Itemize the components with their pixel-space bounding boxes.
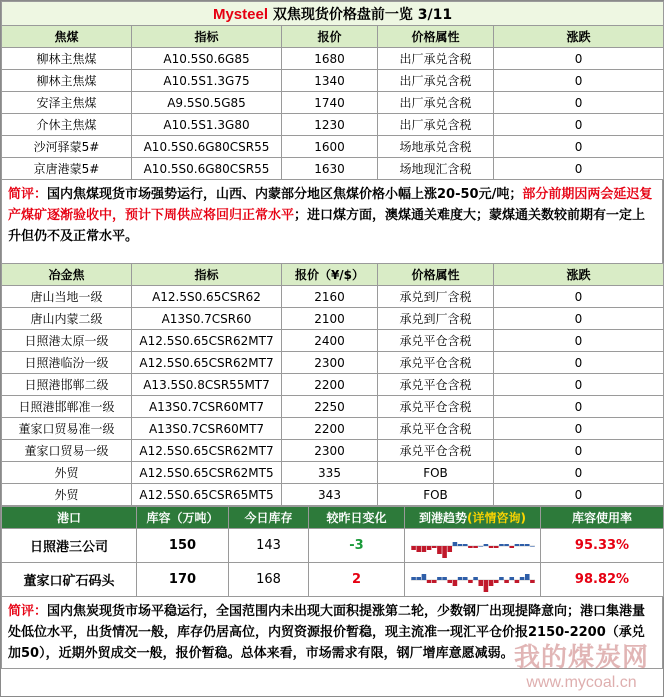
met-cell-price-terms: 承兑到厂含税 bbox=[378, 308, 494, 330]
arrival-trend-sparkline bbox=[411, 533, 535, 559]
met-cell-price-terms: 承兑到厂含税 bbox=[378, 286, 494, 308]
coke-row bbox=[2, 70, 664, 92]
met-cell-product: 日照港邯郸准一级 bbox=[2, 396, 132, 418]
port-usage-rate: 98.82% bbox=[541, 563, 664, 597]
coke-cell-product: 京唐港蒙5# bbox=[2, 158, 132, 180]
sparkline-bar bbox=[499, 577, 504, 580]
port-name: 董家口矿石码头 bbox=[2, 563, 137, 597]
met-cell-spec: A13S0.7CSR60 bbox=[132, 308, 282, 330]
coke-cell-price: 1340 bbox=[282, 70, 378, 92]
sparkline-bar bbox=[524, 574, 529, 580]
watermark-url: www.mycoal.cn bbox=[526, 674, 637, 691]
met-cell-price: 2300 bbox=[282, 352, 378, 374]
met-cell-change: 0 bbox=[494, 462, 664, 484]
sparkline-bar bbox=[504, 544, 509, 546]
sparkline-bar bbox=[493, 580, 498, 583]
met-cell-product: 唐山当地一级 bbox=[2, 286, 132, 308]
met-cell-price: 335 bbox=[282, 462, 378, 484]
met-cell-price-terms: 承兑平仓含税 bbox=[378, 374, 494, 396]
port-capacity: 170 bbox=[137, 563, 229, 597]
met-cell-spec: A12.5S0.65CSR62MT5 bbox=[132, 462, 282, 484]
coke-row bbox=[2, 158, 664, 180]
sparkline-bar bbox=[447, 580, 452, 583]
met-cell-spec: A12.5S0.65CSR62MT7 bbox=[132, 330, 282, 352]
coke-header-3: 价格属性 bbox=[378, 26, 494, 48]
coking-coal-table bbox=[1, 1, 664, 180]
met-cell-change: 0 bbox=[494, 286, 664, 308]
met-row bbox=[2, 374, 664, 396]
met-cell-change: 0 bbox=[494, 308, 664, 330]
sparkline-bar bbox=[457, 544, 462, 546]
sparkline-bar bbox=[483, 580, 488, 592]
coke-cell-change: 0 bbox=[494, 70, 664, 92]
met-coke-table bbox=[1, 263, 664, 506]
coke-cell-price: 1680 bbox=[282, 48, 378, 70]
coke-cell-price: 1630 bbox=[282, 158, 378, 180]
watermark-text: 我的煤炭网 bbox=[513, 643, 649, 673]
coke-cell-price: 1600 bbox=[282, 136, 378, 158]
coke-cell-spec: A9.5S0.5G85 bbox=[132, 92, 282, 114]
met-cell-spec: A12.5S0.65CSR65MT5 bbox=[132, 484, 282, 506]
coke-header-1: 指标 bbox=[132, 26, 282, 48]
comment-key: 简评： bbox=[8, 604, 48, 619]
port-header-capacity: 库容（万吨） bbox=[137, 507, 229, 529]
port-row bbox=[2, 563, 664, 597]
sparkline-bar bbox=[468, 546, 473, 548]
comment-part-2-highlight: 部分前期因两会延迟复产煤矿逐渐验收中，预计下周供应将回归正常水平 bbox=[8, 187, 653, 223]
sparkline-bar bbox=[524, 544, 529, 546]
port-header-stock: 今日库存 bbox=[229, 507, 309, 529]
sparkline-bar bbox=[457, 577, 462, 580]
met-cell-price: 2160 bbox=[282, 286, 378, 308]
met-cell-change: 0 bbox=[494, 396, 664, 418]
coke-cell-product: 沙河驿蒙5# bbox=[2, 136, 132, 158]
met-cell-change: 0 bbox=[494, 418, 664, 440]
coking-coal-header-row bbox=[2, 26, 664, 48]
sparkline-bar bbox=[426, 546, 431, 550]
coke-cell-change: 0 bbox=[494, 114, 664, 136]
met-cell-spec: A12.5S0.65CSR62MT7 bbox=[132, 440, 282, 462]
port-header-trend bbox=[405, 507, 541, 529]
met-cell-product: 董家口贸易一级 bbox=[2, 440, 132, 462]
sparkline-bar bbox=[478, 546, 483, 547]
port-change: -3 bbox=[309, 529, 405, 563]
sparkline-bar bbox=[488, 546, 493, 548]
met-cell-price-terms: 承兑平仓含税 bbox=[378, 352, 494, 374]
coke-cell-price: 1230 bbox=[282, 114, 378, 136]
met-cell-price-terms: 承兑平仓含税 bbox=[378, 418, 494, 440]
sparkline-bar bbox=[437, 546, 442, 554]
brand-logo-text: Mysteel bbox=[212, 5, 268, 23]
met-cell-price-terms: 承兑平仓含税 bbox=[378, 330, 494, 352]
met-cell-price-terms: 承兑平仓含税 bbox=[378, 440, 494, 462]
met-row bbox=[2, 462, 664, 484]
sparkline-bar bbox=[530, 546, 535, 547]
trend-label: 到港趋势 bbox=[419, 511, 468, 525]
port-header-row bbox=[2, 507, 664, 529]
port-trend-cell bbox=[405, 529, 541, 563]
sparkline-bar bbox=[473, 546, 478, 548]
port-trend-cell bbox=[405, 563, 541, 597]
sheet-title bbox=[2, 2, 664, 26]
sparkline-bar bbox=[493, 546, 498, 548]
met-header-3: 价格属性 bbox=[378, 264, 494, 286]
coke-row bbox=[2, 92, 664, 114]
coke-cell-spec: A10.5S0.6G80CSR55 bbox=[132, 136, 282, 158]
coke-cell-spec: A10.5S0.6G85 bbox=[132, 48, 282, 70]
sparkline-bar bbox=[437, 577, 442, 580]
sparkline-bar bbox=[411, 546, 416, 550]
comment-text: 国内焦炭现货市场平稳运行，全国范围内未出现大面积提涨第二轮，少数钢厂出现提降意向；港口集港量处低位水平，出货情况一般，库存仍居高位，内贸资源报价暂稳，现主流准一现汇平仓价报2150-2200（承兑加50），近期外贸成交一般，报价暂稳。总体来看，市场需求有限，钢厂增库意愿减弱。 bbox=[8, 604, 646, 661]
met-cell-change: 0 bbox=[494, 352, 664, 374]
met-cell-product: 日照港邯郸二级 bbox=[2, 374, 132, 396]
sparkline-bar bbox=[478, 580, 483, 586]
met-cell-product: 外贸 bbox=[2, 462, 132, 484]
sparkline-bar bbox=[421, 546, 426, 552]
port-header-change: 较昨日变化 bbox=[309, 507, 405, 529]
met-cell-change: 0 bbox=[494, 330, 664, 352]
sparkline-bar bbox=[530, 580, 535, 583]
coke-cell-change: 0 bbox=[494, 92, 664, 114]
met-cell-product: 日照港太原一级 bbox=[2, 330, 132, 352]
coke-header-0: 焦煤 bbox=[2, 26, 132, 48]
coke-row bbox=[2, 48, 664, 70]
sparkline-bar bbox=[462, 544, 467, 546]
port-stock: 168 bbox=[229, 563, 309, 597]
arrival-trend-sparkline bbox=[411, 567, 535, 593]
met-row bbox=[2, 484, 664, 506]
coke-cell-price: 1740 bbox=[282, 92, 378, 114]
port-change: 2 bbox=[309, 563, 405, 597]
sparkline-bar bbox=[509, 577, 514, 580]
coke-cell-price-terms: 出厂承兑含税 bbox=[378, 48, 494, 70]
sparkline-bar bbox=[452, 542, 457, 546]
coke-cell-price-terms: 出厂承兑含税 bbox=[378, 114, 494, 136]
met-row bbox=[2, 308, 664, 330]
met-header-0: 冶金焦 bbox=[2, 264, 132, 286]
port-capacity: 150 bbox=[137, 529, 229, 563]
comment-key: 简评： bbox=[8, 187, 48, 202]
met-header-4: 涨跌 bbox=[494, 264, 664, 286]
met-cell-change: 0 bbox=[494, 440, 664, 462]
met-row bbox=[2, 352, 664, 374]
met-cell-price: 2400 bbox=[282, 330, 378, 352]
met-cell-price: 2100 bbox=[282, 308, 378, 330]
met-cell-price-terms: FOB bbox=[378, 462, 494, 484]
met-cell-spec: A12.5S0.65CSR62 bbox=[132, 286, 282, 308]
port-usage-rate: 95.33% bbox=[541, 529, 664, 563]
sparkline-bar bbox=[442, 546, 447, 558]
sparkline-bar bbox=[431, 580, 436, 583]
coke-cell-product: 安泽主焦煤 bbox=[2, 92, 132, 114]
met-cell-product: 日照港临汾一级 bbox=[2, 352, 132, 374]
met-cell-price: 2250 bbox=[282, 396, 378, 418]
sparkline-bar bbox=[504, 580, 509, 583]
port-header-rate: 库容使用率 bbox=[541, 507, 664, 529]
coke-cell-price-terms: 场地现汇含税 bbox=[378, 158, 494, 180]
met-row bbox=[2, 330, 664, 352]
port-stock: 143 bbox=[229, 529, 309, 563]
section-spacer bbox=[1, 251, 663, 263]
met-cell-price: 343 bbox=[282, 484, 378, 506]
met-cell-price: 2200 bbox=[282, 418, 378, 440]
met-row bbox=[2, 286, 664, 308]
sparkline-bar bbox=[411, 577, 416, 580]
met-header-2: 报价（¥/$） bbox=[282, 264, 378, 286]
sparkline-bar bbox=[468, 580, 473, 583]
met-row bbox=[2, 396, 664, 418]
sparkline-bar bbox=[473, 577, 478, 580]
met-cell-change: 0 bbox=[494, 484, 664, 506]
met-cell-product: 外贸 bbox=[2, 484, 132, 506]
coke-cell-change: 0 bbox=[494, 158, 664, 180]
met-cell-spec: A13.5S0.8CSR55MT7 bbox=[132, 374, 282, 396]
met-cell-price: 2300 bbox=[282, 440, 378, 462]
sparkline-bar bbox=[421, 574, 426, 580]
sparkline-bar bbox=[509, 546, 514, 548]
comment-part-3: ；进口煤方面，澳煤通关难度大；蒙煤通关数较前期有一定上升但仍不及正常水平。 bbox=[8, 208, 646, 244]
met-cell-price: 2200 bbox=[282, 374, 378, 396]
met-coke-header-row bbox=[2, 264, 664, 286]
sparkline-bar bbox=[431, 546, 436, 548]
coke-cell-spec: A10.5S1.3G80 bbox=[132, 114, 282, 136]
coking-coal-comment bbox=[1, 180, 663, 251]
coke-cell-product: 柳林主焦煤 bbox=[2, 48, 132, 70]
met-cell-change: 0 bbox=[494, 374, 664, 396]
coke-cell-price-terms: 场地承兑含税 bbox=[378, 136, 494, 158]
sparkline-bar bbox=[447, 546, 452, 552]
inquiry-link[interactable]: (详情咨询) bbox=[467, 511, 526, 525]
met-cell-spec: A12.5S0.65CSR62MT7 bbox=[132, 352, 282, 374]
coke-row bbox=[2, 114, 664, 136]
met-cell-product: 董家口贸易准一级 bbox=[2, 418, 132, 440]
port-name: 日照港三公司 bbox=[2, 529, 137, 563]
port-row bbox=[2, 529, 664, 563]
coke-cell-product: 柳林主焦煤 bbox=[2, 70, 132, 92]
coke-cell-change: 0 bbox=[494, 136, 664, 158]
met-row bbox=[2, 418, 664, 440]
sparkline-bar bbox=[483, 544, 488, 546]
coke-cell-spec: A10.5S1.3G75 bbox=[132, 70, 282, 92]
sparkline-bar bbox=[442, 577, 447, 580]
sparkline-bar bbox=[416, 546, 421, 552]
coke-header-4: 涨跌 bbox=[494, 26, 664, 48]
comment-part-1: 国内焦煤现货市场强势运行，山西、内蒙部分地区焦煤价格小幅上涨20-50元/吨； bbox=[47, 187, 523, 202]
sparkline-bar bbox=[426, 580, 431, 583]
coke-cell-product: 介休主焦煤 bbox=[2, 114, 132, 136]
met-cell-spec: A13S0.7CSR60MT7 bbox=[132, 396, 282, 418]
coke-cell-price-terms: 出厂承兑含税 bbox=[378, 70, 494, 92]
met-row bbox=[2, 440, 664, 462]
sparkline-bar bbox=[499, 544, 504, 546]
met-coke-comment bbox=[1, 597, 663, 669]
met-cell-price-terms: FOB bbox=[378, 484, 494, 506]
sparkline-bar bbox=[519, 544, 524, 546]
sparkline-bar bbox=[416, 577, 421, 580]
sparkline-bar bbox=[514, 580, 519, 583]
coke-cell-change: 0 bbox=[494, 48, 664, 70]
met-cell-spec: A13S0.7CSR60MT7 bbox=[132, 418, 282, 440]
sparkline-bar bbox=[462, 577, 467, 580]
sparkline-bar bbox=[452, 580, 457, 586]
met-header-1: 指标 bbox=[132, 264, 282, 286]
coke-header-2: 报价 bbox=[282, 26, 378, 48]
sparkline-bar bbox=[519, 577, 524, 580]
sparkline-bar bbox=[488, 580, 493, 586]
sparkline-bar bbox=[514, 544, 519, 546]
met-cell-price-terms: 承兑平仓含税 bbox=[378, 396, 494, 418]
title-text: 双焦现货价格盘前一览 3/11 bbox=[267, 6, 453, 23]
port-header-port: 港口 bbox=[2, 507, 137, 529]
coke-cell-spec: A10.5S0.6G80CSR55 bbox=[132, 158, 282, 180]
met-cell-product: 唐山内蒙二级 bbox=[2, 308, 132, 330]
port-inventory-table bbox=[1, 506, 664, 597]
coke-cell-price-terms: 出厂承兑含税 bbox=[378, 92, 494, 114]
coke-row bbox=[2, 136, 664, 158]
